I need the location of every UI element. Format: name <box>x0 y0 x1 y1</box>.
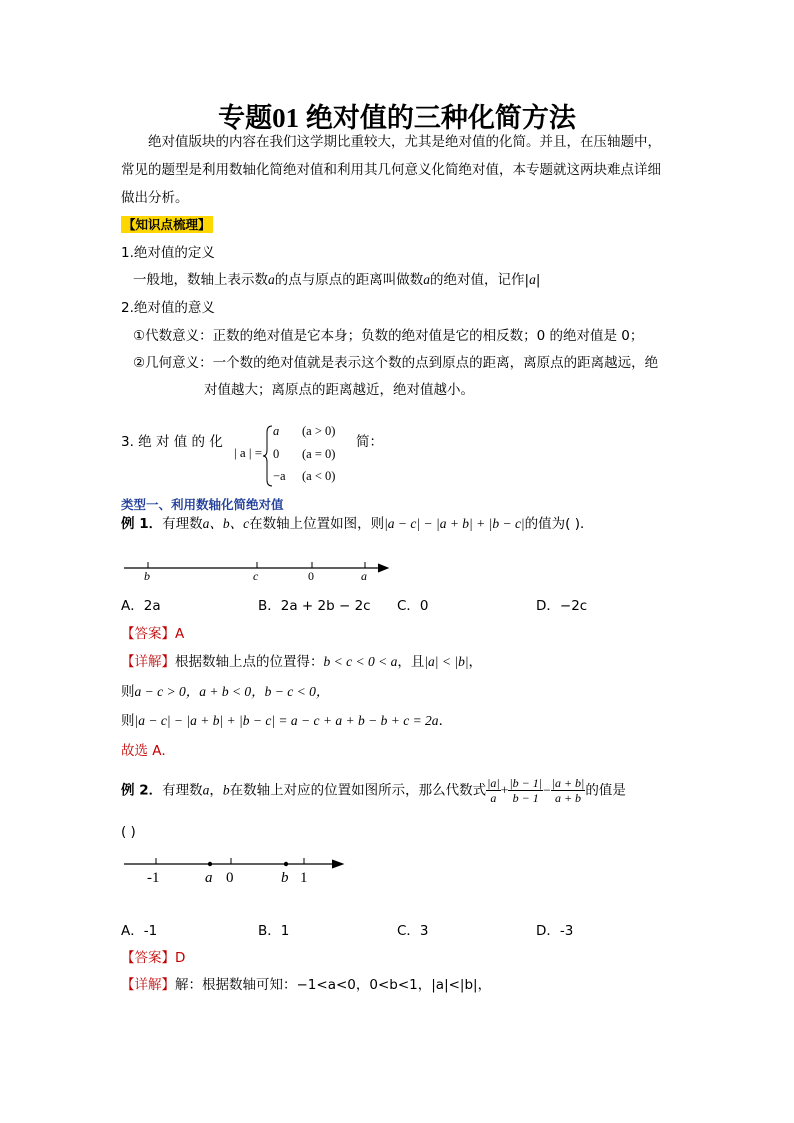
intro-line-2: 常见的题型是利用数轴化简绝对值和利用其几何意义化简绝对值，本专题就这两块难点详细 <box>121 162 661 178</box>
intro-line-1: 绝对值版块的内容在我们这学期比重较大，尤其是绝对值的化简。并且，在压轴题中， <box>148 134 661 150</box>
meaning-heading: 2.绝对值的意义 <box>121 300 215 316</box>
axis2-label-neg1: -1 <box>147 870 160 886</box>
detail-text: 根据数轴上点的位置得： <box>175 654 324 670</box>
ex2-option-c: C．3 <box>397 923 429 939</box>
meaning-label: ②几何意义 <box>133 355 200 371</box>
detail-math: b < c < 0 < a <box>323 654 398 669</box>
ex2-option-a: A．-1 <box>121 923 158 939</box>
detail-label: 【详解】 <box>121 977 175 993</box>
page-title: 专题01 绝对值的三种化简方法 <box>218 103 576 133</box>
ex1-answer <box>121 620 184 648</box>
example-label: 例 1． <box>121 516 163 532</box>
case-2-condition: (a = 0) <box>302 447 336 461</box>
answer-value: D <box>175 950 186 966</box>
stem-part: 有理数 <box>162 782 203 799</box>
simplify-suffix: 简： <box>356 434 383 450</box>
fraction-numerator: |a| <box>487 776 500 790</box>
conclusion-text: 故选 <box>121 743 148 759</box>
ex2-detail <box>121 971 491 999</box>
ex1-option-a: A．2a <box>121 598 161 614</box>
case-2-value: 0 <box>273 447 280 461</box>
ex1-detail-1 <box>121 648 482 676</box>
stem-part: ， <box>209 782 223 799</box>
fraction-numerator: |b − 1| <box>509 776 543 790</box>
ex1-option-b: B．2a + 2b − 2c <box>258 598 371 614</box>
axis2-label-1: 1 <box>300 870 308 886</box>
case-1-condition: (a > 0) <box>302 424 336 438</box>
axis2-label-a: a <box>205 870 213 886</box>
fraction-2 <box>508 776 543 805</box>
stem-part: 在数轴上对应的位置如图所示，那么代数式 <box>229 782 487 799</box>
detail-math: |a − c| − |a + b| + |b − c| = a − c + a + b − b + c = 2a <box>134 713 439 728</box>
fraction-denominator: b − 1 <box>512 791 539 805</box>
simplify-lhs: | a | = <box>234 445 263 460</box>
axis2-label-0: 0 <box>226 870 234 886</box>
answer-label: 【答案】 <box>121 626 175 642</box>
variable: a <box>529 272 536 287</box>
number-line-1 <box>118 558 398 584</box>
conclusion-choice: A． <box>148 743 176 759</box>
ex1-detail-3 <box>121 707 452 735</box>
detail-text: ， <box>468 654 483 670</box>
ex1-option-c: C．0 <box>397 598 429 614</box>
ex2-option-b: B．1 <box>258 923 290 939</box>
ex1-detail-2 <box>121 678 329 706</box>
axis-label-0: 0 <box>308 569 314 583</box>
meaning-text: ：一个数的绝对值就是表示这个数的点到原点的距离，离原点的距离越远，绝 <box>199 355 659 371</box>
definition-part: 的绝对值，记作| <box>430 272 530 288</box>
definition-part: | <box>535 272 541 288</box>
meaning-item-1: ①代数意义：正数的绝对值是它本身；负数的绝对值是它的相反数；0 的绝对值是 0； <box>133 328 644 344</box>
definition-part: 的点与原点的距离叫做数 <box>274 272 424 288</box>
fraction-1 <box>486 776 501 805</box>
meaning-item-2-cont: 对值越大；离原点的距离越近，绝对值越小。 <box>204 382 474 398</box>
stem-part: 在数轴上位置如图，则 <box>249 516 385 532</box>
stem-vars: a、b、c <box>202 516 250 531</box>
axis-label-c: c <box>253 569 259 583</box>
fraction-denominator: a + b <box>554 791 582 805</box>
example-1-stem <box>121 510 593 538</box>
number-line-2 <box>118 852 358 888</box>
definition-heading: 1.绝对值的定义 <box>121 245 215 261</box>
meaning-item-2 <box>133 349 658 377</box>
case-3-condition: (a < 0) <box>302 469 336 483</box>
fraction-numerator: |a + b| <box>551 776 585 790</box>
variable: b <box>222 782 230 798</box>
type-1-heading: 类型一、利用数轴化简绝对值 <box>121 497 284 512</box>
case-value: a <box>273 424 280 438</box>
intro-line-3: 做出分析。 <box>121 190 189 206</box>
ex1-conclusion <box>121 737 175 765</box>
fraction-3 <box>551 776 586 805</box>
stem-part: 的值为( )． <box>524 516 594 532</box>
definition-text <box>133 266 540 294</box>
detail-math: a − c > 0，a + b < 0，b − c < 0， <box>134 684 330 699</box>
detail-text: ，且 <box>397 654 425 670</box>
stem-part: 有理数 <box>162 516 203 532</box>
answer-value: A <box>175 626 185 642</box>
detail-text: 则 <box>121 713 135 729</box>
case-1-value <box>273 424 279 439</box>
ex2-option-d: D．-3 <box>536 923 574 939</box>
variable: a <box>423 272 430 287</box>
knowledge-tag-row <box>121 211 213 239</box>
fraction-denominator: a <box>490 791 497 805</box>
detail-text: 解：根据数轴可知：−1<a<0，0<b<1，|a|<|b|， <box>175 977 492 993</box>
definition-part: 一般地，数轴上表示数 <box>133 272 268 288</box>
detail-math: |a| < |b| <box>424 654 469 669</box>
ex2-paren: ( ) <box>121 824 136 840</box>
example-2-stem: 例 2．有理数a，b在数轴上对应的位置如图所示，那么代数式 $\frac{|a|}{a}$ + $\frac{|b - 1|}{b - 1}$ − $\frac{|a + b|}{a + b}$ 的值是 <box>121 776 626 805</box>
variable: a <box>202 782 210 798</box>
stem-expression: |a − c| − |a + b| + |b − c| <box>384 516 525 531</box>
detail-text: ． <box>438 713 453 729</box>
ex1-option-d: D．−2c <box>536 598 588 614</box>
knowledge-tag: 【知识点梳理】 <box>123 217 211 232</box>
detail-text: 则 <box>121 684 135 700</box>
answer-label: 【答案】 <box>121 950 175 966</box>
axis-label-b: b <box>144 569 150 583</box>
detail-label: 【详解】 <box>121 654 175 670</box>
stem-part: 的值是 <box>585 782 626 799</box>
ex2-answer <box>121 944 185 972</box>
axis2-label-b: b <box>281 870 289 886</box>
case-3-value: −a <box>273 469 286 483</box>
example-label: 例 2． <box>121 782 163 799</box>
variable: a <box>268 272 275 287</box>
simplify-prefix: 3. 绝 对 值 的 化 <box>121 434 223 450</box>
axis-label-a: a <box>361 569 367 583</box>
